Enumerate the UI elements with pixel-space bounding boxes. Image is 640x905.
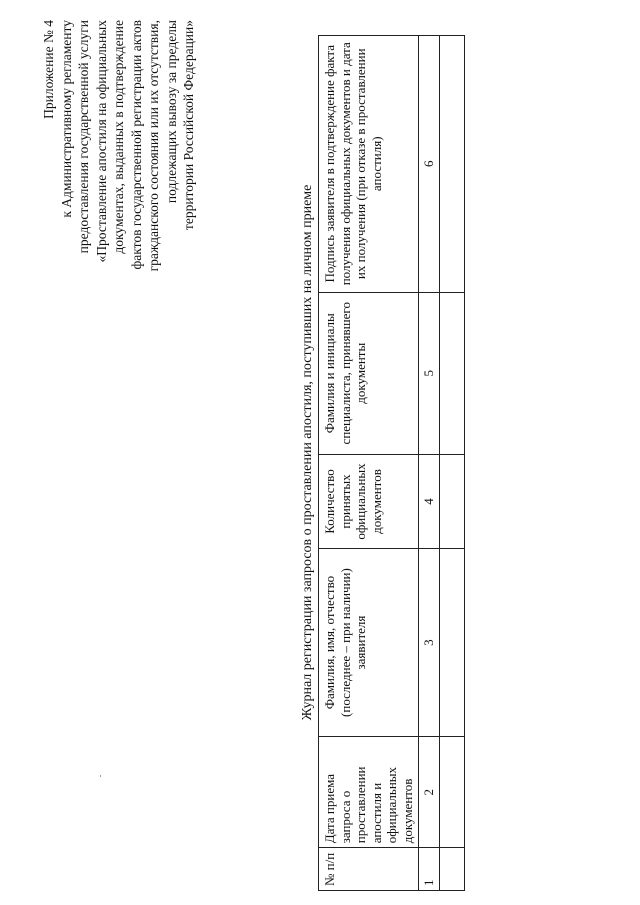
column-number-cell: 1 [419, 848, 440, 891]
column-number-cell: 2 [419, 737, 440, 848]
table-row [439, 36, 464, 891]
appendix-line: гражданского состояния или их отсутствия, [146, 20, 161, 272]
column-number-cell: 3 [419, 549, 440, 737]
appendix-line: «Проставление апостиля на официальных [93, 20, 109, 263]
header-document-count: Количество принятых официальных документов [319, 454, 419, 548]
appendix-line: документах, выданных в подтверждение [111, 20, 126, 254]
scan-speck [100, 775, 101, 777]
empty-cell [439, 737, 464, 848]
empty-cell [439, 36, 464, 293]
header-signature: Подпись заявителя в подтверждение факта получения официальных документов и дата их получения (при отказе в проставлении апостиля) [319, 36, 419, 293]
empty-cell [439, 292, 464, 454]
appendix-line: подлежащих вывозу за пределы [163, 20, 179, 204]
column-number-cell: 6 [419, 36, 440, 293]
header-date: Дата приема запроса о проставлении апостиля и официальных документов [319, 737, 419, 848]
appendix-line: территории Российской Федерации» [181, 20, 196, 231]
appendix-line: предоставления государственной услуги [76, 20, 91, 254]
column-number-cell: 5 [419, 292, 440, 454]
journal-table [318, 35, 465, 891]
column-number-cell: 4 [419, 454, 440, 548]
appendix-line: фактов государственной регистрации актов [128, 20, 144, 270]
empty-cell [439, 549, 464, 737]
header-specialist: Фамилия и инициалы специалиста, принявшего документы [319, 292, 419, 454]
appendix-block [40, 20, 198, 310]
journal-title: Журнал регистрации запросов о проставлении апостиля, поступивших на личном приеме [300, 184, 315, 721]
empty-cell [439, 848, 464, 891]
table-header-row [319, 36, 419, 891]
column-number-row [419, 36, 440, 891]
empty-cell [439, 454, 464, 548]
appendix-line: к Административному регламенту [58, 20, 74, 218]
header-number: № п/п [319, 848, 419, 891]
header-applicant-name: Фамилия, имя, отчество (последнее – при наличии) заявителя [319, 549, 419, 737]
appendix-line: Приложение № 4 [41, 20, 56, 119]
